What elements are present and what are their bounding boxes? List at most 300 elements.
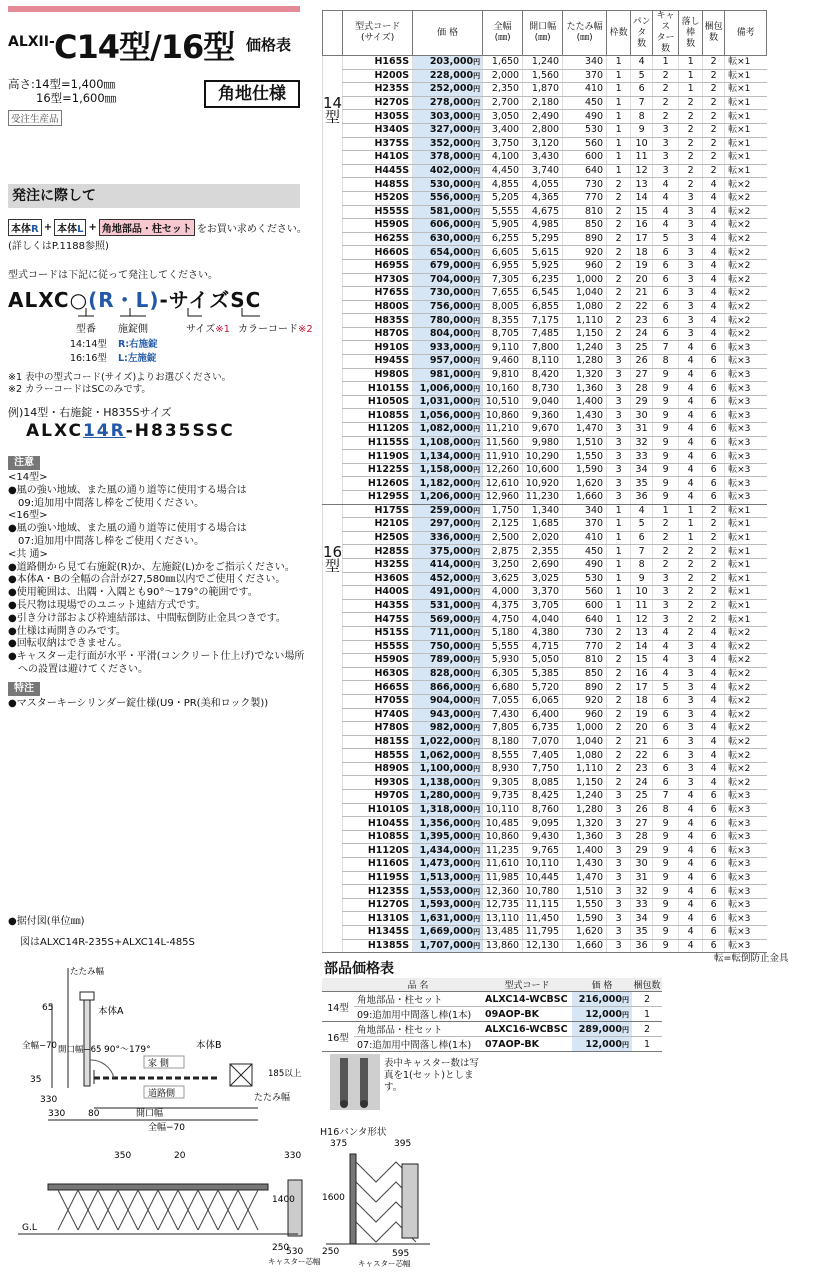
table-cell: 7,070 xyxy=(523,735,563,749)
caster-photo-illustration xyxy=(330,1054,380,1110)
table-cell: 1,110 xyxy=(563,314,607,328)
table-cell: 転×2 xyxy=(725,300,767,314)
table-cell: 770 xyxy=(563,191,607,205)
table-cell: 982,000円 xyxy=(413,722,483,736)
table-cell: H515S xyxy=(343,626,413,640)
table-cell: 1,000 xyxy=(563,722,607,736)
table-row xyxy=(323,300,767,314)
table-cell: 6,400 xyxy=(523,708,563,722)
table-cell: 303,000円 xyxy=(413,110,483,124)
table-cell: 4 xyxy=(703,667,725,681)
table-cell: 1 xyxy=(607,613,631,627)
table-cell: 1,240 xyxy=(523,56,563,70)
table-cell: 1 xyxy=(607,137,631,151)
table-cell: 3,025 xyxy=(523,572,563,586)
table-cell: H235S xyxy=(343,83,413,97)
table-cell: 4 xyxy=(653,654,679,668)
parts-pack: 1 xyxy=(632,1037,662,1052)
table-cell: 10,160 xyxy=(483,382,523,396)
table-row xyxy=(323,219,767,233)
table-cell: 8,930 xyxy=(483,762,523,776)
table-cell: 4 xyxy=(703,178,725,192)
table-cell: H1160S xyxy=(343,858,413,872)
table-cell: H590S xyxy=(343,219,413,233)
table-cell: 2 xyxy=(607,694,631,708)
table-cell: H1225S xyxy=(343,463,413,477)
table-cell: 560 xyxy=(563,137,607,151)
table-cell: 転×2 xyxy=(725,205,767,219)
table-cell: 866,000円 xyxy=(413,681,483,695)
table-row xyxy=(323,613,767,627)
table-header-cell: たたみ幅 (㎜) xyxy=(563,11,607,56)
table-cell: 6,255 xyxy=(483,232,523,246)
table-cell: 600 xyxy=(563,599,607,613)
table-cell: 2 xyxy=(607,681,631,695)
caution-line: ●風の強い地域、また風の通り道等に使用する場合は xyxy=(8,523,247,535)
table-cell: 8,760 xyxy=(523,803,563,817)
table-row xyxy=(323,817,767,831)
table-cell: 5,615 xyxy=(523,246,563,260)
dim-35: 35 xyxy=(30,1075,42,1085)
table-cell: 1,660 xyxy=(563,491,607,505)
table-cell: 960 xyxy=(563,259,607,273)
table-cell: 640 xyxy=(563,613,607,627)
table-cell: 3 xyxy=(607,477,631,491)
table-cell: H870S xyxy=(343,327,413,341)
table-cell: 3 xyxy=(607,858,631,872)
table-cell: 9 xyxy=(653,368,679,382)
table-cell: 6 xyxy=(653,722,679,736)
table-cell: 2 xyxy=(679,599,703,613)
table-cell: 6 xyxy=(703,817,725,831)
height-line-16: 16型=1,600㎜ xyxy=(36,91,117,105)
caster-note: 表中キャスター数は写真を1(セット)とします。 xyxy=(384,1058,480,1093)
table-row xyxy=(323,355,767,369)
table-cell: 1,590 xyxy=(563,463,607,477)
table-cell: 4 xyxy=(631,504,653,518)
table-cell: 3 xyxy=(679,327,703,341)
table-cell: 1,240 xyxy=(563,341,607,355)
parts-group-16: 16型 xyxy=(322,1022,354,1052)
table-cell: 1 xyxy=(607,123,631,137)
table-cell: 1,100,000円 xyxy=(413,762,483,776)
table-cell: 2 xyxy=(703,572,725,586)
parts-header-blank xyxy=(322,978,354,992)
table-cell: 22 xyxy=(631,300,653,314)
table-cell: 6 xyxy=(703,436,725,450)
table-cell: 3 xyxy=(607,830,631,844)
table-cell: 転×3 xyxy=(725,491,767,505)
table-cell: 414,000円 xyxy=(413,558,483,572)
table-row xyxy=(323,790,767,804)
label-caster-width-b: キャスター芯幅 xyxy=(358,1259,411,1268)
table-cell: H855S xyxy=(343,749,413,763)
table-cell: 5 xyxy=(653,681,679,695)
table-cell: H400S xyxy=(343,586,413,600)
table-cell: 1,240 xyxy=(563,790,607,804)
table-cell: 7,430 xyxy=(483,708,523,722)
dim-opening-minus: 開口幅−65 xyxy=(58,1045,102,1055)
table-cell: 転×3 xyxy=(725,885,767,899)
table-cell: 27 xyxy=(631,368,653,382)
dim-20: 20 xyxy=(174,1151,186,1161)
table-cell: 転×3 xyxy=(725,368,767,382)
table-cell: 1 xyxy=(653,504,679,518)
table-cell: 3 xyxy=(607,355,631,369)
table-cell: 転×2 xyxy=(725,776,767,790)
table-cell: 転×2 xyxy=(725,654,767,668)
table-cell: 1 xyxy=(607,572,631,586)
table-cell: 1,150 xyxy=(563,327,607,341)
table-cell: 3,400 xyxy=(483,123,523,137)
table-cell: 10,860 xyxy=(483,830,523,844)
installation-diagram-subtitle: 図はALXC14R-235S+ALXC14L-485S xyxy=(20,937,195,948)
table-cell: 転×2 xyxy=(725,735,767,749)
table-cell: H1085S xyxy=(343,830,413,844)
table-cell: 9 xyxy=(653,939,679,953)
table-cell: 4 xyxy=(703,314,725,328)
table-cell: 336,000円 xyxy=(413,531,483,545)
table-cell: 6,305 xyxy=(483,667,523,681)
table-cell: 転×2 xyxy=(725,273,767,287)
parts-row xyxy=(322,1007,662,1022)
table-cell: 7,405 xyxy=(523,749,563,763)
tag-body-r: 本体R xyxy=(8,219,42,236)
table-cell: 9 xyxy=(631,572,653,586)
table-cell: 26 xyxy=(631,355,653,369)
table-cell: 1,470 xyxy=(563,423,607,437)
table-cell: 9 xyxy=(653,830,679,844)
table-cell: 2 xyxy=(607,327,631,341)
table-cell: 8,110 xyxy=(523,355,563,369)
table-cell: 3 xyxy=(653,572,679,586)
page-title: C14型/16型 xyxy=(54,28,235,66)
table-cell: 転×2 xyxy=(725,722,767,736)
table-cell: 4 xyxy=(679,939,703,953)
table-cell: 9,810 xyxy=(483,368,523,382)
parts-pack: 1 xyxy=(632,1007,662,1022)
table-cell: 3 xyxy=(607,817,631,831)
table-cell: 530 xyxy=(563,123,607,137)
table-cell: H1120S xyxy=(343,423,413,437)
table-cell: 4,715 xyxy=(523,640,563,654)
table-row xyxy=(323,246,767,260)
table-cell: 転×3 xyxy=(725,382,767,396)
table-cell: 1 xyxy=(607,164,631,178)
table-cell: 転×1 xyxy=(725,599,767,613)
table-cell: 11,450 xyxy=(523,912,563,926)
table-cell: 28 xyxy=(631,382,653,396)
table-cell: H555S xyxy=(343,205,413,219)
table-cell: 9 xyxy=(631,123,653,137)
table-cell: 1,473,000円 xyxy=(413,858,483,872)
table-cell: 10 xyxy=(631,586,653,600)
table-cell: 4 xyxy=(631,56,653,70)
table-cell: 9 xyxy=(653,436,679,450)
table-cell: 828,000円 xyxy=(413,667,483,681)
table-row xyxy=(323,409,767,423)
table-cell: 8,180 xyxy=(483,735,523,749)
table-cell: H800S xyxy=(343,300,413,314)
table-cell: 410 xyxy=(563,83,607,97)
table-cell: 2 xyxy=(653,531,679,545)
table-cell: 3 xyxy=(679,694,703,708)
parts-price: 12,000円 xyxy=(572,1037,632,1052)
table-cell: 9 xyxy=(653,450,679,464)
table-cell: 2,875 xyxy=(483,545,523,559)
table-cell: 4 xyxy=(679,395,703,409)
table-cell: 5 xyxy=(631,518,653,532)
table-cell: 933,000円 xyxy=(413,341,483,355)
table-cell: 5,050 xyxy=(523,654,563,668)
table-cell: 4,985 xyxy=(523,219,563,233)
table-row xyxy=(323,572,767,586)
table-cell: 3 xyxy=(607,844,631,858)
price-table-header xyxy=(323,11,767,56)
table-cell: 4 xyxy=(703,191,725,205)
table-cell: 1 xyxy=(607,586,631,600)
table-cell: 4,100 xyxy=(483,151,523,165)
parts-header-price: 価 格 xyxy=(572,978,632,992)
table-cell: 転×3 xyxy=(725,790,767,804)
table-cell: 3 xyxy=(679,681,703,695)
table-row xyxy=(323,654,767,668)
title-suffix: 価格表 xyxy=(246,36,292,54)
table-cell: 1 xyxy=(607,110,631,124)
table-cell: 33 xyxy=(631,450,653,464)
table-cell: 3 xyxy=(607,871,631,885)
table-row xyxy=(323,341,767,355)
table-cell: 4 xyxy=(703,246,725,260)
table-cell: 6 xyxy=(703,844,725,858)
table-cell: 4,675 xyxy=(523,205,563,219)
table-cell: 8 xyxy=(653,355,679,369)
table-cell: H740S xyxy=(343,708,413,722)
table-cell: 転×3 xyxy=(725,395,767,409)
table-cell: 1,553,000円 xyxy=(413,885,483,899)
table-row xyxy=(323,477,767,491)
table-cell: 転×2 xyxy=(725,762,767,776)
table-header-cell: 枠数 xyxy=(607,11,631,56)
table-cell: 4 xyxy=(703,219,725,233)
table-cell: H730S xyxy=(343,273,413,287)
parts-header-code: 型式コード xyxy=(482,978,572,992)
table-cell: 252,000円 xyxy=(413,83,483,97)
table-cell: 6 xyxy=(653,246,679,260)
table-cell: 2 xyxy=(679,151,703,165)
table-cell: 410 xyxy=(563,531,607,545)
table-cell: 6 xyxy=(653,776,679,790)
table-cell: 2 xyxy=(703,123,725,137)
table-cell: 6 xyxy=(703,939,725,953)
table-cell: 19 xyxy=(631,708,653,722)
parts-name: 角地部品・柱セット xyxy=(354,1022,482,1037)
table-row xyxy=(323,885,767,899)
table-row xyxy=(323,205,767,219)
table-cell: 1,550 xyxy=(563,898,607,912)
table-cell: 704,000円 xyxy=(413,273,483,287)
table-cell: 654,000円 xyxy=(413,246,483,260)
table-cell: 3 xyxy=(679,722,703,736)
table-cell: H630S xyxy=(343,667,413,681)
table-cell: 10,445 xyxy=(523,871,563,885)
table-cell: 640 xyxy=(563,164,607,178)
table-cell: 1 xyxy=(607,599,631,613)
table-cell: 11,985 xyxy=(483,871,523,885)
table-cell: 36 xyxy=(631,939,653,953)
table-row xyxy=(323,123,767,137)
table-cell: 1,470 xyxy=(563,871,607,885)
table-cell: 23 xyxy=(631,314,653,328)
table-cell: H1195S xyxy=(343,871,413,885)
table-cell: 転×2 xyxy=(725,626,767,640)
table-cell: 3,430 xyxy=(523,151,563,165)
table-cell: 2,700 xyxy=(483,96,523,110)
table-cell: 18 xyxy=(631,694,653,708)
table-cell: 転×2 xyxy=(725,749,767,763)
table-cell: 11 xyxy=(631,599,653,613)
table-cell: 25 xyxy=(631,341,653,355)
table-cell: 転×3 xyxy=(725,450,767,464)
table-cell: 10,860 xyxy=(483,409,523,423)
table-row xyxy=(323,912,767,926)
table-cell: 750,000円 xyxy=(413,640,483,654)
table-cell: 4 xyxy=(679,436,703,450)
table-row xyxy=(323,749,767,763)
table-cell: 4 xyxy=(679,355,703,369)
table-cell: 転×3 xyxy=(725,355,767,369)
caution-line: <共 通> xyxy=(8,548,48,560)
table-cell: 5,205 xyxy=(483,191,523,205)
table-cell: H1270S xyxy=(343,898,413,912)
table-cell: 7,055 xyxy=(483,694,523,708)
table-cell: 6,605 xyxy=(483,246,523,260)
table-cell: 1,660 xyxy=(563,939,607,953)
table-cell: 転×2 xyxy=(725,708,767,722)
table-cell: 4 xyxy=(653,640,679,654)
table-cell: 20 xyxy=(631,722,653,736)
table-cell: 3 xyxy=(679,708,703,722)
table-cell: 850 xyxy=(563,219,607,233)
table-cell: 4,055 xyxy=(523,178,563,192)
label-body-a: 本体A xyxy=(98,1006,124,1017)
table-group-group14: 14 型 xyxy=(323,56,343,505)
table-cell: 11,115 xyxy=(523,898,563,912)
table-cell: 1,513,000円 xyxy=(413,871,483,885)
table-header-cell: 開口幅 (㎜) xyxy=(523,11,563,56)
table-cell: 24 xyxy=(631,776,653,790)
table-cell: 10,600 xyxy=(523,463,563,477)
table-cell: 2 xyxy=(653,518,679,532)
table-cell: 2 xyxy=(607,749,631,763)
table-cell: 1,056,000円 xyxy=(413,409,483,423)
table-cell: 2 xyxy=(653,110,679,124)
table-cell: 転×3 xyxy=(725,436,767,450)
table-row xyxy=(323,69,767,83)
table-cell: 転×3 xyxy=(725,912,767,926)
format-intro: 型式コードは下記に従って発注してください。 xyxy=(8,270,218,281)
table-cell: 920 xyxy=(563,694,607,708)
table-cell: 9 xyxy=(653,885,679,899)
table-cell: 4 xyxy=(679,817,703,831)
example-label: 例)14型・右施錠・H835Sサイズ xyxy=(8,406,172,419)
table-cell: 12,130 xyxy=(523,939,563,953)
table-cell: 10,110 xyxy=(483,803,523,817)
tag-corner-parts: 角地部品・柱セット xyxy=(99,219,195,236)
dim-1600: 1600 xyxy=(322,1193,345,1203)
table-cell: 3 xyxy=(679,287,703,301)
label-house-side: 家 側 xyxy=(148,1059,169,1069)
table-cell: 8,425 xyxy=(523,790,563,804)
table-cell: H910S xyxy=(343,341,413,355)
table-cell: 3 xyxy=(607,491,631,505)
table-cell: 16 xyxy=(631,667,653,681)
table-cell: 7,750 xyxy=(523,762,563,776)
table-row xyxy=(323,844,767,858)
table-cell: 9 xyxy=(653,817,679,831)
corner-spec-badge: 角地仕様 xyxy=(204,80,300,108)
table-cell: 730 xyxy=(563,178,607,192)
table-row xyxy=(323,531,767,545)
table-cell: 31 xyxy=(631,871,653,885)
parts-code: 09AOP-BK xyxy=(482,1007,572,1022)
installation-diagram-title: ●据付図(単位㎜) xyxy=(8,916,85,927)
parts-price: 216,000円 xyxy=(572,992,632,1007)
table-cell: 2 xyxy=(607,232,631,246)
table-cell: 2 xyxy=(607,776,631,790)
table-cell: 6 xyxy=(703,463,725,477)
table-cell: 9,360 xyxy=(523,409,563,423)
table-cell: 9,980 xyxy=(523,436,563,450)
table-cell: 14 xyxy=(631,640,653,654)
table-row xyxy=(323,273,767,287)
label-body-b: 本体B xyxy=(196,1040,222,1051)
table-cell: 3 xyxy=(607,898,631,912)
table-cell: 15 xyxy=(631,654,653,668)
table-cell: 転×3 xyxy=(725,341,767,355)
table-cell: 15 xyxy=(631,205,653,219)
table-cell: 11,560 xyxy=(483,436,523,450)
table-cell: 転×3 xyxy=(725,423,767,437)
table-cell: 1,750 xyxy=(483,504,523,518)
table-cell: 1,320 xyxy=(563,817,607,831)
table-cell: 6 xyxy=(653,287,679,301)
table-cell: 転×1 xyxy=(725,558,767,572)
table-cell: 2 xyxy=(607,205,631,219)
table-header-cell: 型式コード (サイズ) xyxy=(343,11,413,56)
dim-250-b: 250 xyxy=(322,1247,340,1257)
table-cell: 3,370 xyxy=(523,586,563,600)
table-cell: 2 xyxy=(703,56,725,70)
table-cell: 2,000 xyxy=(483,69,523,83)
made-to-order-badge: 受注生産品 xyxy=(8,110,62,126)
table-cell: 4 xyxy=(703,273,725,287)
table-row xyxy=(323,504,767,518)
table-cell: H1120S xyxy=(343,844,413,858)
table-cell: 581,000円 xyxy=(413,205,483,219)
table-cell: 2 xyxy=(703,69,725,83)
table-cell: 4 xyxy=(679,382,703,396)
table-cell: 9 xyxy=(653,926,679,940)
table-cell: 804,000円 xyxy=(413,327,483,341)
table-cell: 11,795 xyxy=(523,926,563,940)
order-section-title: 発注に際して xyxy=(8,184,300,208)
table-cell: 転×3 xyxy=(725,409,767,423)
pantograph-title: H16パンタ形状 xyxy=(320,1127,387,1138)
table-cell: H625S xyxy=(343,232,413,246)
table-cell: 2 xyxy=(653,558,679,572)
parts-header xyxy=(322,978,662,992)
